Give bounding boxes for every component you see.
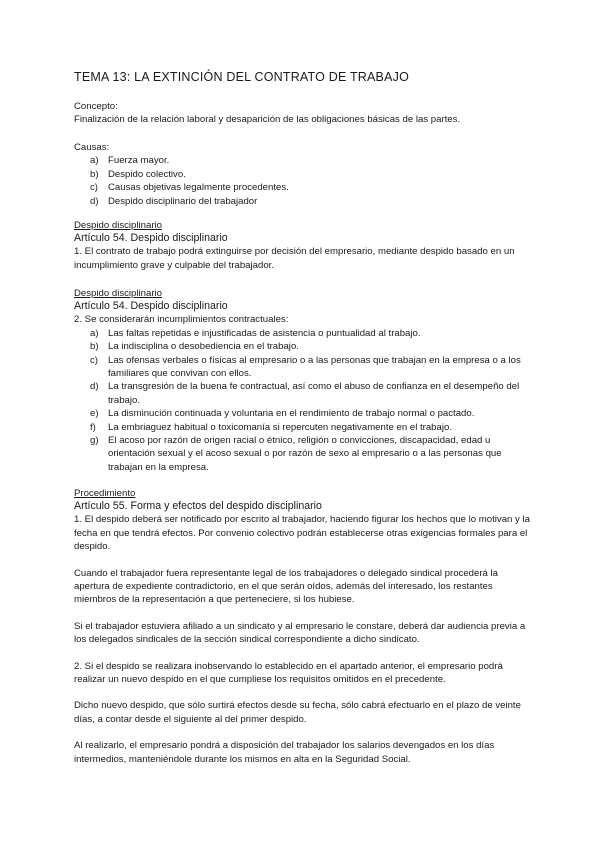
list-marker: c)	[90, 182, 98, 194]
causas-section	[74, 141, 534, 208]
list-marker: g)	[90, 435, 99, 447]
list-text: Las faltas repetidas e injustificadas de asistencia o puntualidad al trabajo.	[108, 327, 421, 339]
list-marker: d)	[90, 195, 99, 207]
section-despido-2	[74, 287, 534, 474]
list-item	[90, 421, 534, 434]
section-procedimiento	[74, 487, 534, 766]
article-text: 1. El contrato de trabajo podrá extinguirse por decisión del empresario, mediante despido basado en un incumplimiento grave y culpable del trabajador.	[74, 246, 515, 271]
causas-heading: Causas:	[74, 142, 110, 153]
list-marker: b)	[90, 168, 99, 180]
list-text: Despido disciplinario del trabajador	[108, 195, 258, 207]
section-heading: Procedimiento	[74, 488, 136, 499]
section-heading: Despido disciplinario	[74, 220, 162, 231]
list-marker: d)	[90, 381, 99, 393]
list-item	[90, 195, 534, 208]
list-text: La embriaguez habitual o toxicomanía si repercuten negativamente en el trabajo.	[108, 421, 452, 433]
article-title: Artículo 54. Despido disciplinario	[74, 232, 228, 245]
list-marker: b)	[90, 341, 99, 353]
list-text: Las ofensas verbales o físicas al empresario o a las personas que trabajan en la empresa o a los familiares que convivan con ellos.	[108, 354, 521, 380]
list-item	[90, 181, 534, 194]
list-item	[90, 168, 534, 181]
list-item	[90, 380, 534, 407]
concepto-text: Finalización de la relación laboral y desaparición de las obligaciones básicas de las partes.	[74, 114, 461, 126]
list-item	[90, 354, 534, 381]
list-text: La transgresión de la buena fe contractual, así como el abuso de confianza en el desempeño del trabajo.	[108, 381, 520, 406]
concepto-heading: Concepto:	[74, 101, 118, 112]
concepto-section	[74, 100, 534, 127]
causas-list	[90, 154, 534, 208]
article-intro: 2. Se considerarán incumplimientos contractuales:	[74, 314, 289, 326]
paragraph: 2. Si el despido se realizara inobservando lo establecido en el apartado anterior, el empresario podrá realizar un nuevo despido en el que cumpliese los requisitos omitidos en el precedente.	[74, 660, 503, 686]
list-marker: e)	[90, 408, 99, 420]
list-marker: a)	[90, 155, 99, 167]
list-item	[90, 407, 534, 420]
paragraph: Cuando el trabajador fuera representante legal de los trabajadores o delegado sindical procederá la apertura de expediente contradictorio, en el que serán oídos, además del interesado, los restantes miembros de la representación a que perteneciere, si los hubiese.	[74, 567, 499, 606]
list-text: El acoso por razón de origen racial o étnico, religión o convicciones, discapacidad, edad u orientación sexual y el acoso sexual o por razón de sexo al empresario o a las personas que trabajan en la empresa.	[108, 435, 502, 473]
section-heading: Despido disciplinario	[74, 288, 162, 299]
incumplimientos-list	[90, 327, 534, 474]
list-item	[90, 340, 534, 353]
list-marker: a)	[90, 327, 99, 339]
list-text: La disminución continuada y voluntaria en el rendimiento de trabajo normal o pactado.	[108, 408, 475, 420]
list-text: La indisciplina o desobediencia en el trabajo.	[108, 341, 299, 353]
article-title: Artículo 54. Despido disciplinario	[74, 300, 228, 313]
section-despido-1	[74, 219, 534, 272]
list-item	[90, 154, 534, 167]
list-text: Despido colectivo.	[108, 168, 186, 180]
list-item	[90, 434, 534, 474]
list-item	[90, 327, 534, 340]
paragraph: 1. El despido deberá ser notificado por escrito al trabajador, haciendo figurar los hechos que lo motivan y la fecha en que tendrá efectos. Por convenio colectivo podrán establecerse otras exigencias formales para el despido.	[74, 514, 530, 553]
page-title: TEMA 13: LA EXTINCIÓN DEL CONTRATO DE TRABAJO	[74, 70, 410, 84]
article-title: Artículo 55. Forma y efectos del despido disciplinario	[74, 500, 322, 513]
list-text: Causas objetivas legalmente procedentes.	[108, 182, 289, 194]
paragraph: Si el trabajador estuviera afiliado a un sindicato y al empresario le constare, deberá dar audiencia previa a los delegados sindicales de la sección sindical correspondiente a dicho sindicato.	[74, 620, 526, 646]
list-marker: f)	[90, 421, 96, 433]
paragraph: Dicho nuevo despido, que sólo surtirá efectos desde su fecha, sólo cabrá efectuarlo en el plazo de veinte días, a contar desde el siguiente al del primer despido.	[74, 700, 521, 725]
paragraph: Al realizarlo, el empresario pondrá a disposición del trabajador los salarios devengados en los días intermedios, manteniéndole durante los mismos en alta en la Seguridad Social.	[74, 740, 495, 765]
list-text: Fuerza mayor.	[108, 155, 170, 167]
list-marker: c)	[90, 354, 98, 366]
